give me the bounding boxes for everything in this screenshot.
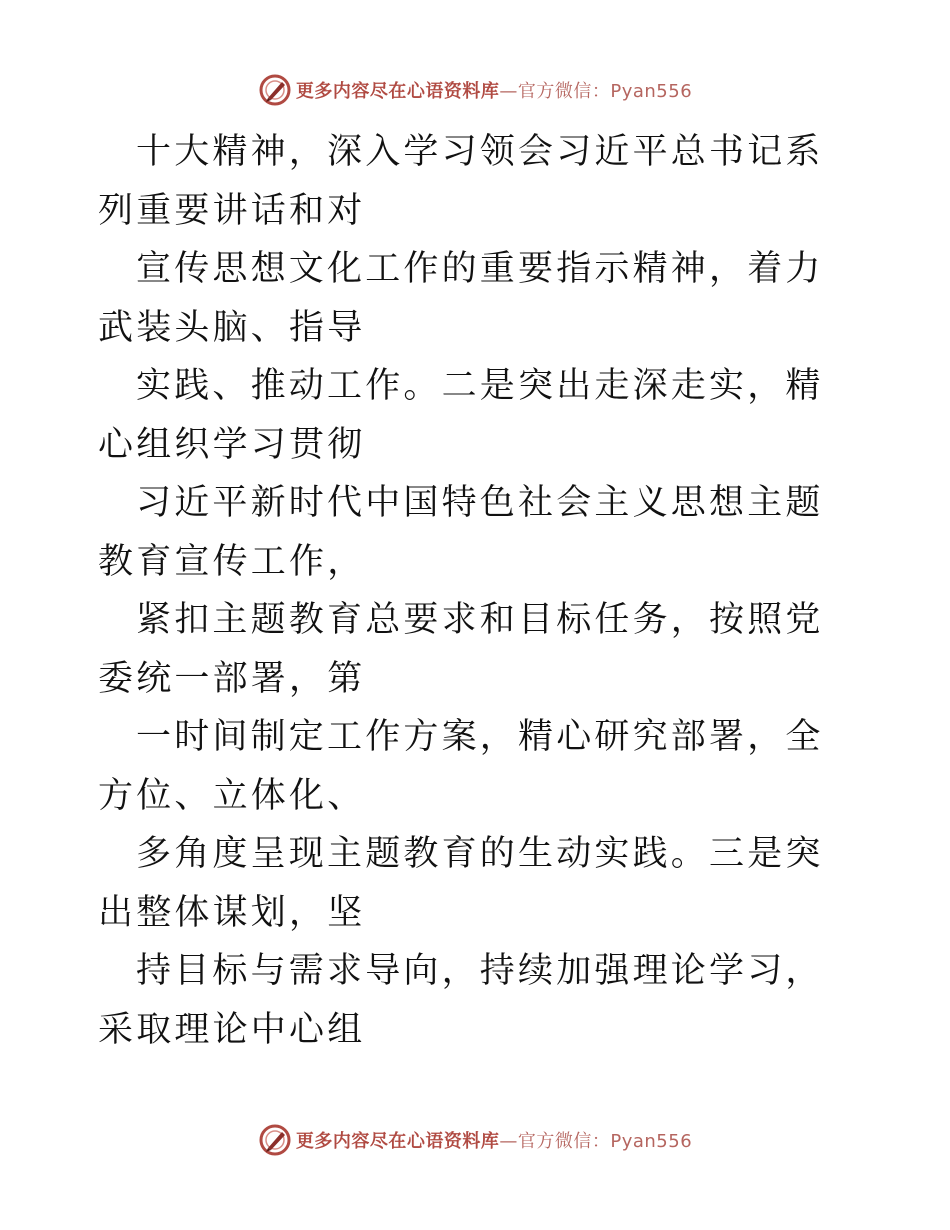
paragraph: 紧扣主题教育总要求和目标任务，按照党委统一部署，第: [98, 600, 824, 699]
paragraph: 实践、推动工作。二是突出走深走实，精心组织学习贯彻: [98, 366, 824, 465]
footer-watermark-banner: [0, 1120, 950, 1160]
pen-circle-icon: [258, 73, 292, 107]
paragraph: 习近平新时代中国特色社会主义思想主题教育宣传工作，: [98, 483, 824, 582]
pen-circle-icon: [258, 1123, 292, 1157]
paragraph: 十大精神，深入学习领会习近平总书记系列重要讲话和对: [98, 132, 824, 231]
footer-banner-text: 更多内容尽在心语资料库—官方微信：Pyan556: [295, 1131, 693, 1152]
header-watermark-banner: [0, 70, 950, 110]
paragraph: 一时间制定工作方案，精心研究部署，全方位、立体化、: [98, 717, 824, 816]
paragraph: 持目标与需求导向，持续加强理论学习，采取理论中心组: [98, 951, 824, 1050]
paragraph: 多角度呈现主题教育的生动实践。三是突出整体谋划，坚: [98, 834, 824, 933]
paragraph: 宣传思想文化工作的重要指示精神，着力武装头脑、指导: [98, 249, 824, 348]
header-banner-text: 更多内容尽在心语资料库—官方微信：Pyan556: [295, 81, 693, 102]
document-body: [98, 123, 858, 1059]
